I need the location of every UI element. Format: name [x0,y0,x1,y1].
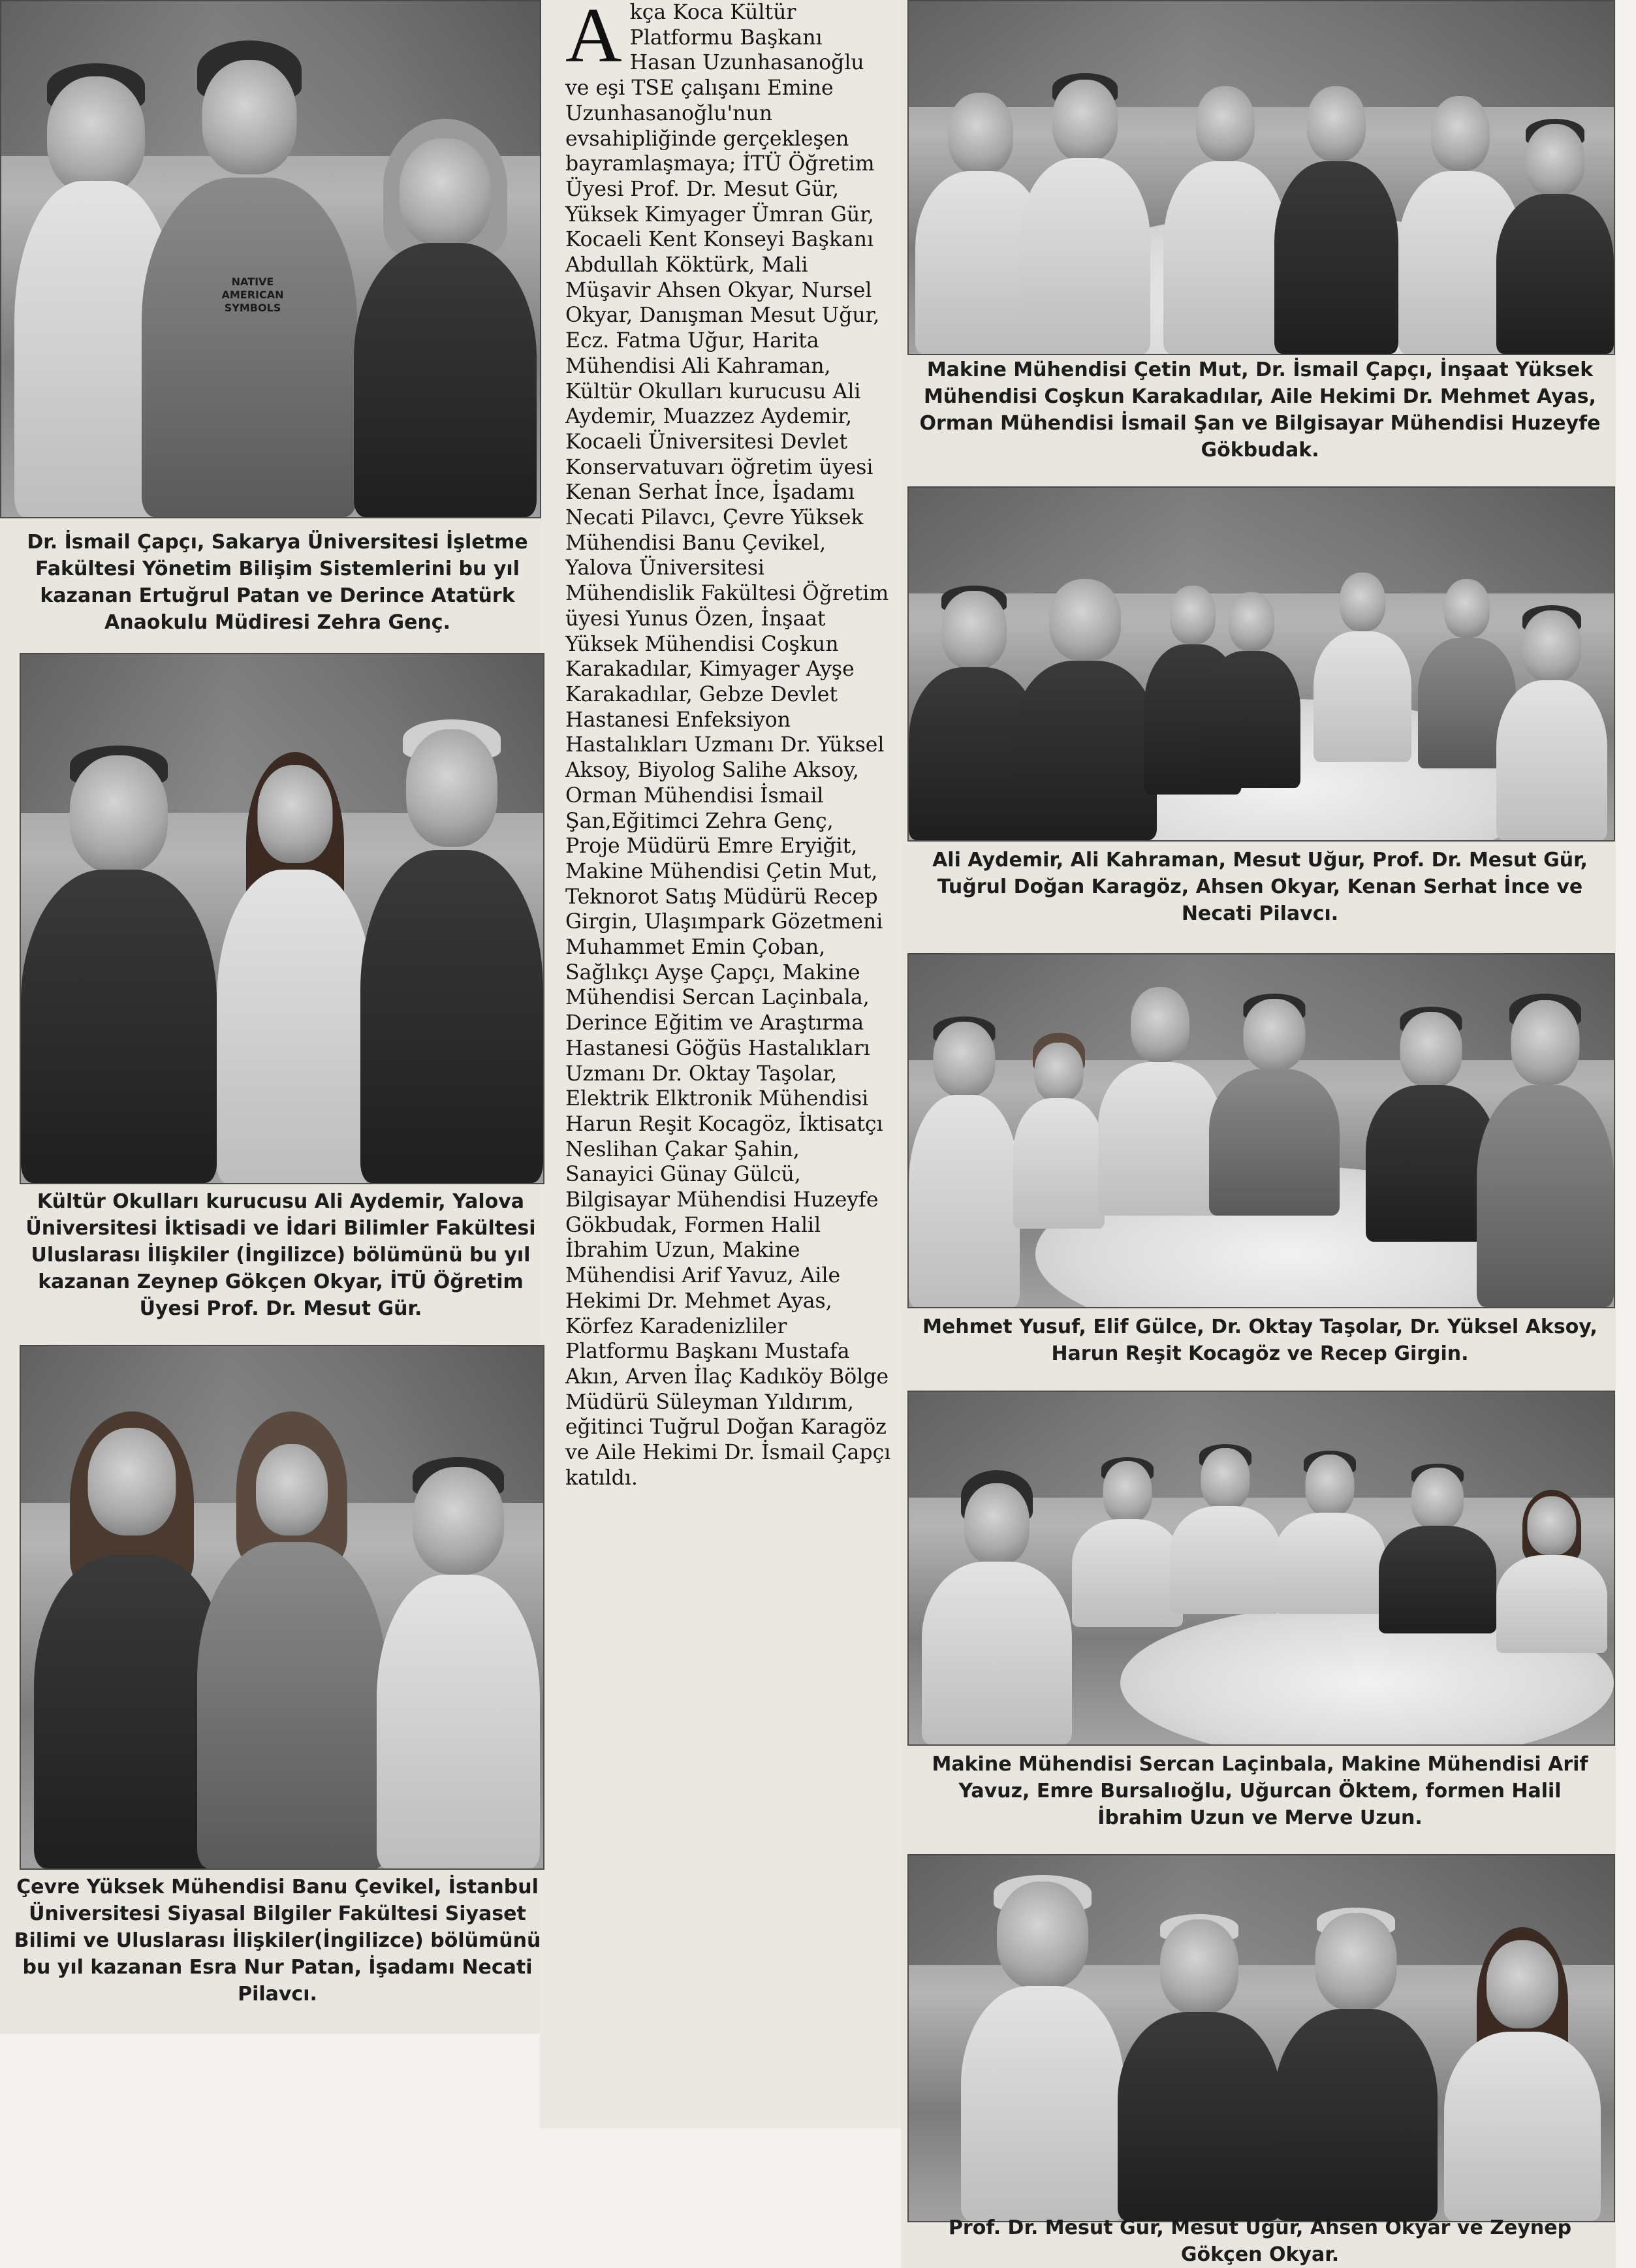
caption-left-1: Dr. İsmail Çapçı, Sakarya Üniversitesi İşletme Fakültesi Yönetim Bilişim Sistemlerini bu yıl kazanan Ertuğrul Patan ve Derince Atatürk Anaokulu Müdiresi Zehra Genç. [27,531,528,634]
article-text: kça Koca Kültür Platformu Başkanı Hasan Uzunhasanoğlu ve eşi TSE çalışanı Emine Uzunhasanoğlu'nun evsahipliğinde gerçekleşen bayramlaşmaya; İTÜ Öğretim Üyesi Prof. Dr. Mesut Gür, Yüksek Kimyager Ümran Gür, Kocaeli Kent Konseyi Başkanı Abdullah Köktürk, Mali Müşavir Ahsen Okyar, Nursel Okyar, Danışman Mesut Uğur, Ecz. Fatma Uğur, Harita Mühendisi Ali Kahraman, Kültür Okulları kurucusu Ali Aydemir, Muazzez Aydemir, Kocaeli Üniversitesi Devlet Konservatuvarı öğretim üyesi Kenan Serhat İnce, İşadamı Necati Pilavcı, Çevre Yüksek Mühendisi Banu Çevikel, Yalova Üniversitesi Mühendislik Fakültesi Öğretim üyesi Yunus Özen, İnşaat Yüksek Mühendisi Coşkun Karakadılar, Kimyager Ayşe Karakadılar, Gebze Devlet Hastanesi Enfeksiyon Hastalıkları Uzmanı Dr. Yüksel Aksoy, Biyolog Salihe Aksoy, Orman Mühendisi İsmail Şan,Eğitimci Zehra Genç, Proje Müdürü Emre Eryiğit, Makine Mühendisi Çetin Mut, Teknorot Satış Müdürü Recep Girgin, Ulaşımpark Gözetmeni Muhammet Emin Çoban, Sağlıkçı Ayşe Çapçı, Makine Mühendisi Sercan Laçinbala, Derince Eğitim ve Araştırma Hastanesi Göğüs Hastalıkları Uzmanı Dr. Oktay Taşolar, Elektrik Elktronik Mühendisi Harun Reşit Kocagöz, İktisatçı Neslihan Çakar Şahin, Sanayici Günay Gülcü, Bilgisayar Mühendisi Huzeyfe Gökbudak, Formen Halil İbrahim Uzun, Makine Mühendisi Arif Yavuz, Aile Hekimi Dr. Mehmet Ayas, Körfez Karadenizliler Platformu Başkanı Mustafa Akın, Arven İlaç Kadıköy Bölge Müdürü Süleyman Yıldırım, eğitinci Tuğrul Doğan Karagöz ve Aile Hekimi Dr. İsmail Çapçı katıldı. [565,1,891,1490]
photo-left-3 [20,1345,544,1870]
caption-left-2: Kültür Okulları kurucusu Ali Aydemir, Yalova Üniversitesi İktisadi ve İdari Bilimler Fakültesi Uluslarası İlişkiler (İngilizce) bölümünü bu yıl kazanan Zeynep Gökçen Okyar, İTÜ Öğretim Üyesi Prof. Dr. Mesut Gür. [25,1190,536,1320]
caption-left-3: Çevre Yüksek Mühendisi Banu Çevikel, İstanbul Üniversitesi Siyasal Bilgiler Fakültesi Siyaset Bilimi ve Uluslarası İlişkiler(İngilizce) bölümünü bu yıl kazanan Esra Nur Patan, İşadamı Necati Pilavcı. [14,1876,541,2006]
article-body [565,0,892,1490]
caption-right-2: Ali Aydemir, Ali Kahraman, Mesut Uğur, Prof. Dr. Mesut Gür, Tuğrul Doğan Karagöz, Ahsen Okyar, Kenan Serhat İnce ve Necati Pilavcı. [932,849,1588,925]
photo-left-1 [0,0,541,518]
shirt-print: NATIVE AMERICAN SYMBOLS [221,276,284,314]
photo-right-1 [907,0,1615,355]
caption-right-4: Makine Mühendisi Sercan Laçinbala, Makine Mühendisi Arif Yavuz, Emre Bursalıoğlu, Uğurcan Öktem, formen Halil İbrahim Uzun ve Merve Uzun. [932,1753,1588,1829]
caption-right-3: Mehmet Yusuf, Elif Gülce, Dr. Oktay Taşolar, Dr. Yüksel Aksoy, Harun Reşit Kocagöz ve Recep Girgin. [922,1315,1597,1365]
caption-right-5: Prof. Dr. Mesut Gür, Mesut Uğur, Ahsen Okyar ve Zeynep Gökçen Okyar. [948,2216,1572,2266]
photo-right-4 [907,1391,1615,1746]
photo-right-2 [907,486,1615,842]
photo-left-2 [20,653,544,1184]
caption-right-1: Makine Mühendisi Çetin Mut, Dr. İsmail Çapçı, İnşaat Yüksek Mühendisi Coşkun Karakadılar, Aile Hekimi Dr. Mehmet Ayas, Orman Mühendisi İsmail Şan ve Bilgisayar Mühendisi Huzeyfe Gökbudak. [919,358,1601,462]
drop-cap: A [565,0,622,78]
photo-right-5 [907,1854,1615,2222]
photo-right-3 [907,953,1615,1308]
